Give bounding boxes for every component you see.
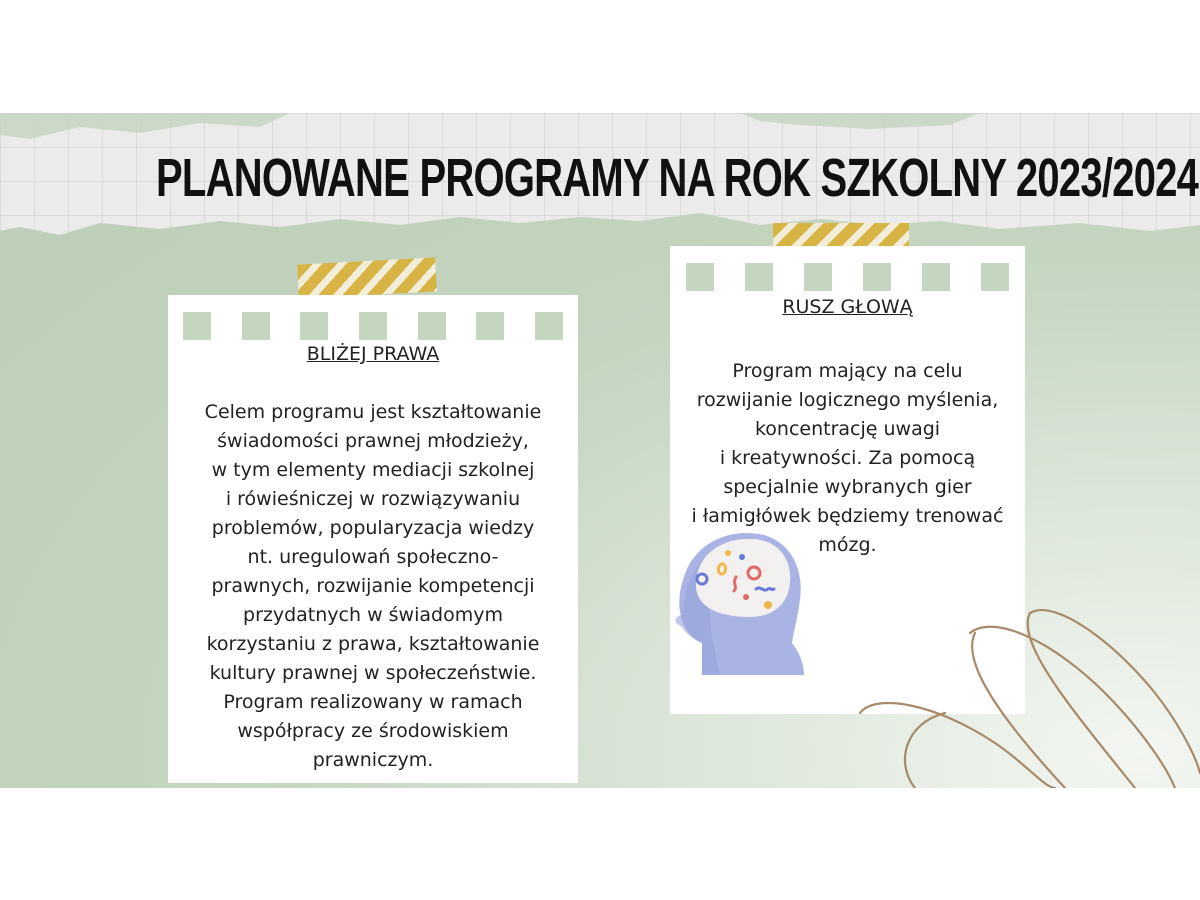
card-blizej-prawa: [168, 295, 578, 783]
card-description: Celem programu jest kształtowanie świadomości prawnej młodzieży, w tym elementy mediacji szkolnej i rówieśniczej w rozwiązywaniu problemów, popularyzacja wiedzy nt. uregulowań społeczno- prawnych, rozwijanie kompetencji przydatnych w świadomym korzystaniu z prawa, kształtowanie kultury prawnej w społeczeństwie. Program realizowany w ramach współpracy ze środowiskiem prawniczym.: [204, 401, 542, 771]
tape-icon: [297, 257, 437, 298]
slide: [0, 113, 1200, 788]
card-heading: BLIŻEJ PRAWA: [306, 343, 440, 365]
scribble-decoration: [855, 603, 1200, 788]
card-description: Program mający na celu rozwijanie logicznego myślenia, koncentrację uwagi i kreatywności. Za pomocą specjalnie wybranych gier i łamigłówek będziemy trenować mózg.: [691, 360, 1004, 556]
card-heading: RUSZ GŁOWĄ: [782, 296, 913, 318]
page-title: PLANOWANE PROGRAMY NA ROK SZKOLNY 2023/2024: [156, 148, 1199, 208]
notebook-holes: [168, 312, 578, 342]
notebook-holes: [670, 263, 1025, 293]
brain-head-icon: [672, 525, 806, 691]
